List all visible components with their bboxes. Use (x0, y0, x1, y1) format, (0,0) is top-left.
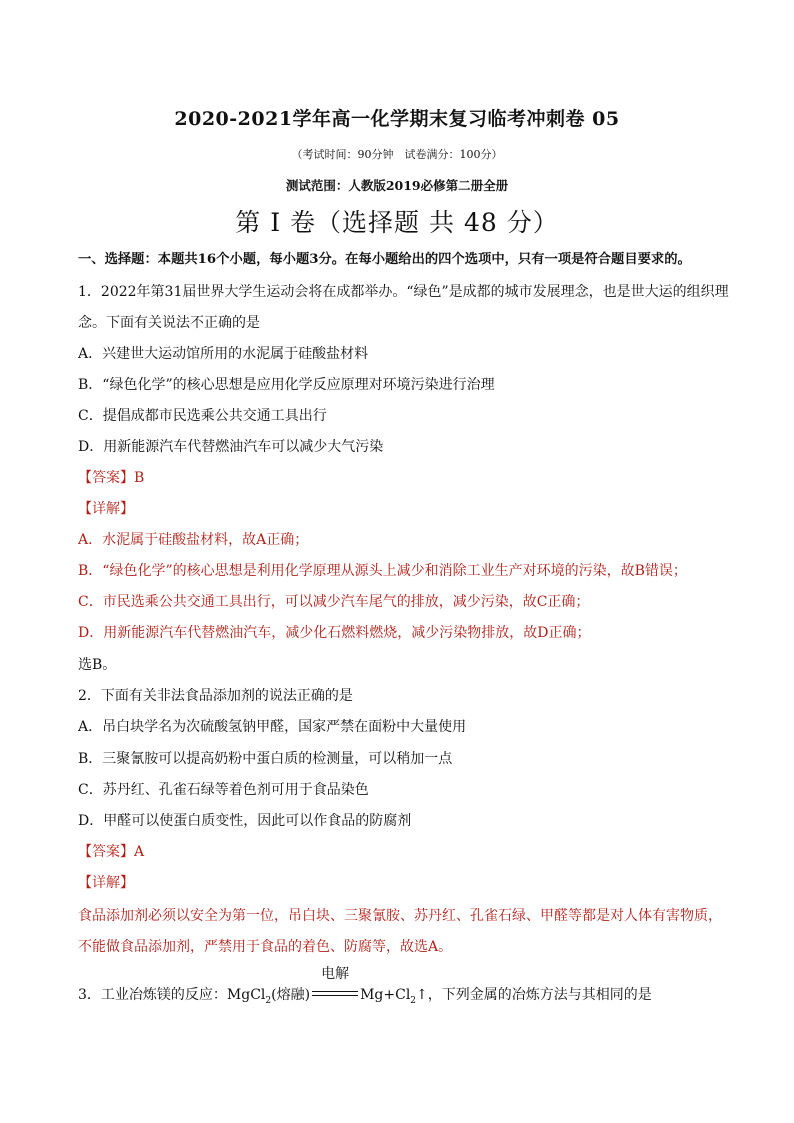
q2-option-b: B．三聚氰胺可以提高奶粉中蛋白质的检测量，可以稍加一点 (78, 751, 453, 767)
q2-answer-label: 【答案】 (78, 844, 134, 860)
exam-title: 2020-2021学年高一化学期末复习临考冲刺卷 05 (174, 108, 620, 130)
q3-stem-prefix: 3．工业冶炼镁的反应：MgCl (78, 987, 266, 1003)
q2-explanation-line2: 不能做食品添加剂，严禁用于食品的着色、防腐等，故选A。 (78, 939, 453, 955)
q1-option-c: C．提倡成都市民选乘公共交通工具出行 (78, 408, 327, 424)
q2-explanation-line1: 食品添加剂必须以安全为第一位，吊白块、三聚氰胺、苏丹红、孔雀石绿、甲醛等都是对人体有害物质， (78, 908, 722, 924)
q1-explanation-a: A．水泥属于硅酸盐材料，故A正确； (78, 532, 309, 548)
q3-subscript-2: 2 (410, 995, 417, 1006)
equals-bar-top (312, 991, 358, 992)
gas-arrow-icon: ↑ (416, 987, 428, 1003)
q2-option-c: C．苏丹红、孔雀石绿等着色剂可用于食品染色 (78, 782, 369, 798)
q1-explanation-c: C．市民选乘公共交通工具出行，可以减少汽车尾气的排放，减少污染，故C正确； (78, 594, 590, 610)
q1-stem-line1: 1．2022年第31届世界大学生运动会将在成都举办。“绿色”是成都的城市发展理念，也是世大运的组织理 (78, 284, 729, 300)
q2-option-d: D．甲醛可以使蛋白质变性，因此可以作食品的防腐剂 (78, 813, 412, 829)
reaction-condition: 电解 (321, 966, 350, 982)
equation-equals-sign (312, 966, 358, 999)
q1-detail-label: 【详解】 (78, 501, 134, 517)
q1-stem-line2: 念。下面有关说法不正确的是 (78, 315, 260, 331)
q1-conclusion: 选B。 (78, 657, 117, 673)
q1-answer-value: B (134, 470, 145, 486)
equals-bar-bottom (312, 995, 358, 996)
part-heading: 第 I 卷（选择题 共 48 分） (235, 208, 559, 237)
section-instructions: 一、选择题：本题共16个小题，每小题3分。在每小题给出的四个选项中，只有一项是符合题目要求的。 (78, 252, 691, 267)
q1-option-a: A．兴建世大运动馆所用的水泥属于硅酸盐材料 (78, 346, 369, 362)
q2-stem: 2．下面有关非法食品添加剂的说法正确的是 (78, 688, 353, 704)
q1-option-b: B．“绿色化学”的核心思想是应用化学反应原理对环境污染进行治理 (78, 377, 495, 393)
q3-state: (熔融) (271, 987, 311, 1003)
q3-stem-suffix: ，下列金属的冶炼方法与其相同的是 (427, 987, 652, 1003)
q1-option-d: D．用新能源汽车代替燃油汽车可以减少大气污染 (78, 439, 384, 455)
exam-time-score: （考试时间：90分钟 试卷满分：100分） (291, 148, 503, 161)
q1-answer-label: 【答案】 (78, 470, 134, 486)
q2-answer (78, 841, 144, 861)
q2-detail-label: 【详解】 (78, 875, 134, 891)
q3-products: Mg+Cl (360, 987, 411, 1003)
test-scope: 测试范围：人教版2019必修第二册全册 (285, 178, 509, 193)
q2-answer-value: A (134, 844, 145, 860)
q2-option-a: A．吊白块学名为次硫酸氢钠甲醛，国家严禁在面粉中大量使用 (78, 719, 467, 735)
q1-explanation-b: B．“绿色化学”的核心思想是利用化学原理从源头上减少和消除工业生产对环境的污染，故B错误； (78, 563, 687, 579)
q1-answer (78, 467, 144, 487)
q3-subscript-1: 2 (265, 995, 272, 1006)
q3-stem (78, 966, 652, 1006)
q1-explanation-d: D．用新能源汽车代替燃油汽车，减少化石燃料燃烧，减少污染物排放，故D正确； (78, 625, 591, 641)
